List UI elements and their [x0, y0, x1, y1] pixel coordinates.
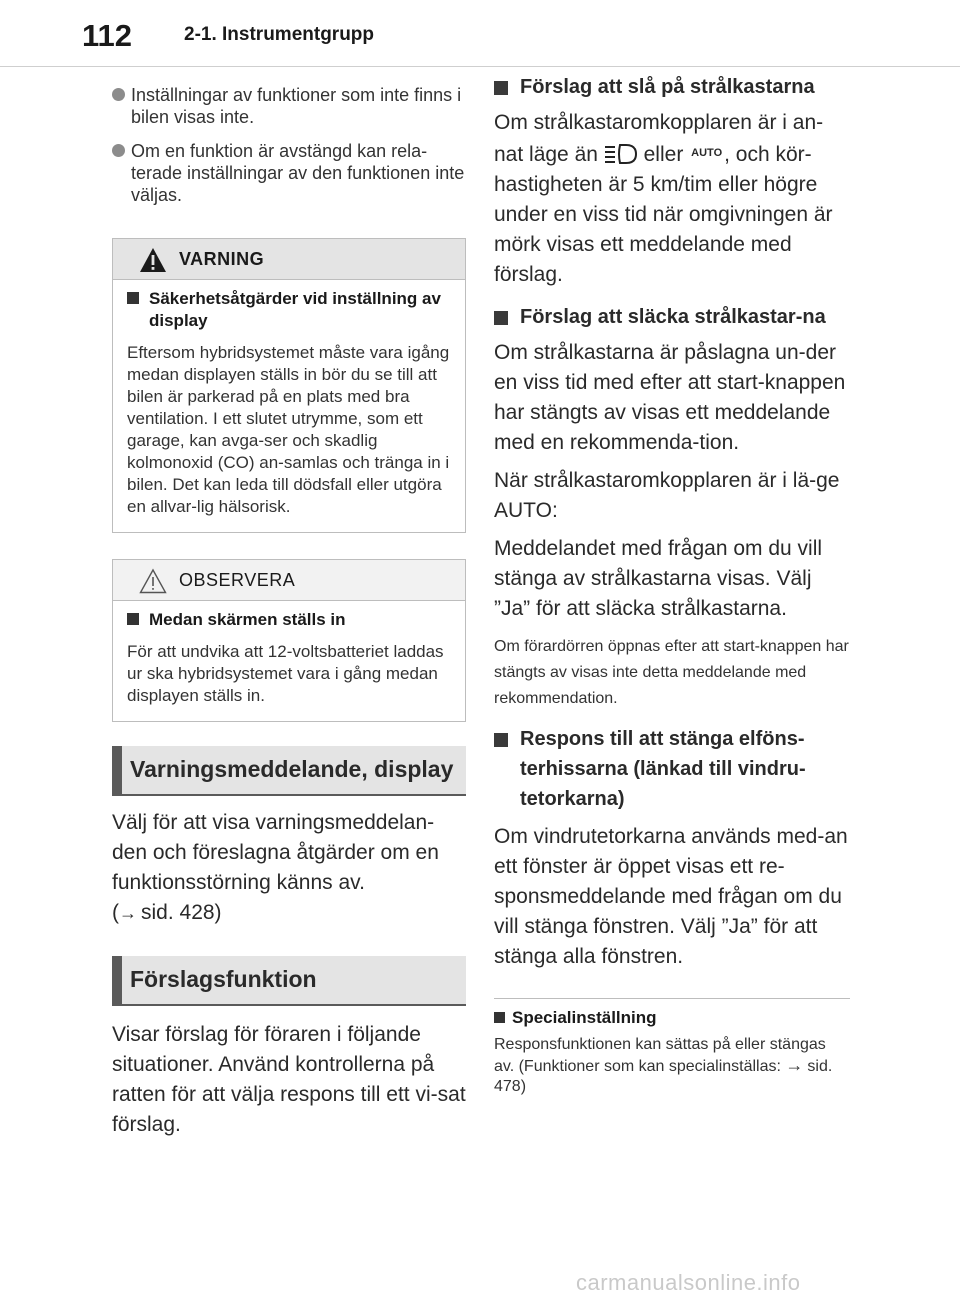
warning-box	[112, 238, 466, 533]
paragraph-auto-message: Meddelandet med frågan om du vill stänga av strålkastarna visas. Välj ”Ja” för att släcka strålkastarna.	[494, 537, 823, 620]
heading-text: Specialinställning	[512, 1008, 657, 1027]
notice-header	[113, 560, 465, 601]
band1-paragraph: Välj för att visa varningsmeddelan-den och föreslagna åtgärder om en funktionsstörning känns av. (→ sid. 428)	[112, 811, 439, 924]
warning-subhead	[127, 288, 451, 332]
band2-paragraph: Visar förslag för föraren i följande situationer. Använd kontrollerna på ratten för att välja respons till ett vi-sat förslag.	[112, 1023, 466, 1136]
paragraph-text: , och kör-hastigheten är 5 km/tim eller högre under en viss tid när omgivningen är mörk visas ett meddelande med förslag.	[494, 143, 833, 286]
caution-triangle-icon	[139, 568, 167, 594]
paragraph-window-response: Om vindrutetorkarna används med-an ett fönster är öppet visas ett re-sponsmeddelande med frågan om du vill stänga fönstren. Välj ”Ja” för att stänga alla fönstren.	[494, 825, 848, 968]
notice-subhead-text: Medan skärmen ställs in	[149, 610, 346, 629]
bullet-item	[112, 84, 466, 128]
heading-text: Förslag att släcka strålkastar-na	[520, 306, 826, 328]
notice-label: OBSERVERA	[179, 570, 296, 590]
paragraph-headlights-on	[494, 108, 850, 290]
square-bullet-icon	[494, 733, 508, 747]
special-setting-text	[494, 1035, 850, 1097]
heading-text: Förslag att slå på strålkastarna	[520, 76, 815, 98]
divider	[494, 998, 850, 999]
warning-label: VARNING	[179, 249, 265, 269]
bullet-item	[112, 140, 466, 206]
heading-text: Respons till att stänga elföns-terhissarna (länkad till vindru-tetorkarna)	[520, 728, 806, 810]
arrow-right-icon: →	[785, 1055, 804, 1075]
warning-triangle-icon	[139, 247, 167, 273]
paragraph-text: eller	[643, 143, 684, 166]
bullet-dot-icon	[112, 88, 125, 101]
section-title: 2-1. Instrumentgrupp	[184, 24, 375, 45]
bullet-text: Om en funktion är avstängd kan rela-terade inställningar av den funktionen inte väljas.	[131, 141, 465, 205]
arrow-right-icon: →	[119, 903, 137, 923]
heading-headlights-on	[494, 72, 850, 102]
section-band-suggestion: Förslagsfunktion	[112, 956, 466, 1006]
paragraph-text: Responsfunktionen kan sättas på eller stängas av. (Funktioner som kan specialinställas:	[494, 1036, 826, 1075]
band1-text: Välj för att visa varningsmeddelan-den och föreslagna åtgärder om en funktionsstörning känns av.	[112, 811, 439, 894]
page-number: 112	[82, 18, 133, 53]
warning-header	[113, 239, 465, 280]
page-reference: sid. 428)	[141, 901, 222, 924]
page-reference: sid. 478)	[494, 1058, 833, 1095]
paragraph-auto-mode: När strålkastaromkopplaren är i lä-ge AUTO:	[494, 469, 840, 522]
warning-text: Eftersom hybridsystemet måste vara igång medan displayen ställs in bör du se till att bilen är parkerad på en plats med bra ventilation. I ett slutet utrymme, som ett garage, kan avga-ser och skadlig kolmonoxid (CO) an-samlas och tränga in i bilen. Det kan leda till dödsfall eller utgöra en allvar-lig hälsorisk.	[127, 343, 450, 516]
notice-box	[112, 559, 466, 722]
watermark: carmanualsonline.info	[576, 1270, 801, 1295]
square-bullet-icon	[494, 1012, 505, 1023]
notice-subhead	[127, 609, 451, 631]
right-column	[494, 72, 850, 1097]
square-bullet-icon	[494, 311, 508, 325]
section-band-warning-display: Varningsmeddelande, display	[112, 746, 466, 796]
paragraph-door-note: Om förardörren öppnas efter att start-knappen har stängts av visas inte detta meddelande med rekommendation.	[494, 638, 849, 707]
heading-window-response	[494, 724, 850, 814]
headlight-icon	[604, 143, 638, 165]
paragraph-headlights-off: Om strålkastarna är påslagna un-der en viss tid med efter att start-knappen har stängts av visas ett meddelande med en rekommenda-tion.	[494, 341, 846, 454]
square-bullet-icon	[494, 81, 508, 95]
header-rule	[0, 66, 960, 67]
square-bullet-icon	[127, 613, 139, 625]
left-column	[112, 72, 466, 1140]
bullet-dot-icon	[112, 144, 125, 157]
paragraph-text: Om strålkastaromkopplaren är i an-nat läge än	[494, 111, 824, 166]
notice-text: För att undvika att 12-voltsbatteriet laddas ur ska hybridsystemet vara i gång medan displayen ställs in.	[127, 642, 444, 705]
heading-headlights-off	[494, 302, 850, 332]
bullet-text: Inställningar av funktioner som inte finns i bilen visas inte.	[131, 85, 462, 127]
warning-subhead-text: Säkerhetsåtgärder vid inställning av display	[149, 289, 441, 330]
special-setting-heading	[494, 1007, 850, 1029]
square-bullet-icon	[127, 292, 139, 304]
auto-icon: AUTO	[691, 147, 723, 159]
